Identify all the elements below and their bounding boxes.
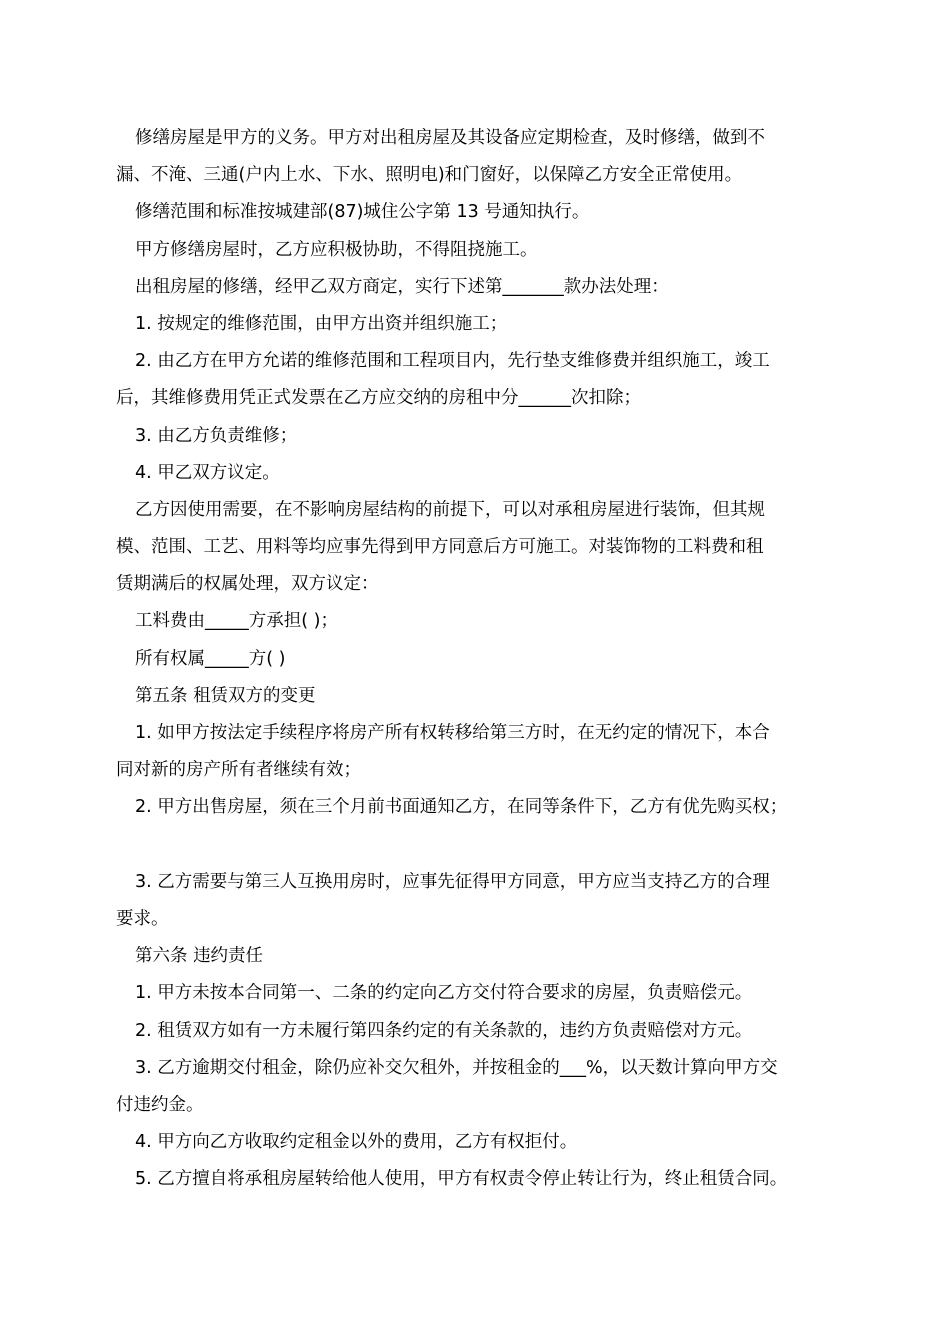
section-heading: 第五条 租赁双方的变更 bbox=[135, 685, 316, 706]
list-item: 4. 甲方向乙方收取约定租金以外的费用，乙方有权拒付。 bbox=[135, 1132, 578, 1153]
text-line: 漏、不淹、三通(户内上水、下水、照明电)和门窗好，以保障乙方安全正常使用。 bbox=[116, 165, 743, 186]
text-line: 要求。 bbox=[116, 908, 169, 929]
list-item: 1. 如甲方按法定手续程序将房产所有权转移给第三方时，在无约定的情况下，本合 bbox=[135, 723, 770, 743]
list-item: 3. 乙方需要与第三人互换用房时，应事先征得甲方同意，甲方应当支持乙方的合理 bbox=[135, 871, 770, 892]
list-item: 2. 租赁双方如有一方未履行第四条约定的有关条款的，违约方负责赔偿对方元。 bbox=[135, 1020, 753, 1041]
document-body bbox=[116, 120, 840, 1198]
list-item: 4. 甲乙双方议定。 bbox=[135, 462, 280, 483]
section-heading: 第六条 违约责任 bbox=[135, 946, 264, 967]
text-line: 修缮范围和标准按城建部(87)城住公字第 13 号通知执行。 bbox=[135, 202, 590, 223]
text-line: 同对新的房产所有者继续有效； bbox=[116, 760, 361, 781]
list-item: 1. 甲方未按本合同第一、二条的约定向乙方交付符合要求的房屋，负责赔偿元。 bbox=[135, 983, 753, 1004]
list-item: 3. 由乙方负责维修； bbox=[135, 425, 298, 446]
list-item: 5. 乙方擅自将承租房屋转给他人使用，甲方有权责令停止转让行为，终止租赁合同。 bbox=[135, 1169, 788, 1190]
list-item: 2. 甲方出售房屋，须在三个月前书面通知乙方，在同等条件下，乙方有优先购买权； bbox=[135, 797, 788, 818]
text-line: 甲方修缮房屋时，乙方应积极协助，不得阻挠施工。 bbox=[135, 239, 538, 260]
blank-line bbox=[116, 827, 840, 864]
list-item: 3. 乙方逾期交付租金，除仍应补交欠租外，并按租金的___%，以天数计算向甲方交 bbox=[135, 1057, 778, 1078]
text-line: 所有权属_____方( ) bbox=[135, 648, 286, 669]
list-item: 1. 按规定的维修范围，由甲方出资并组织施工； bbox=[135, 313, 508, 334]
text-line: 出租房屋的修缮，经甲乙双方商定，实行下述第_______款办法处理： bbox=[135, 276, 669, 297]
text-line: 修缮房屋是甲方的义务。甲方对出租房屋及其设备应定期检查，及时修缮，做到不 bbox=[135, 128, 765, 148]
text-line: 付违约金。 bbox=[116, 1094, 204, 1115]
text-line: 乙方因使用需要，在不影响房屋结构的前提下，可以对承租房屋进行装饰，但其规 bbox=[135, 499, 765, 520]
list-item: 2. 由乙方在甲方允诺的维修范围和工程项目内，先行垫支维修费并组织施工，竣工 bbox=[135, 351, 770, 372]
text-line: 赁期满后的权属处理，双方议定： bbox=[116, 574, 379, 595]
text-line: 工料费由_____方承担( )； bbox=[135, 611, 338, 632]
text-line: 模、范围、工艺、用料等均应事先得到甲方同意后方可施工。对装饰物的工料费和租 bbox=[116, 537, 764, 558]
text-line: 后，其维修费用凭正式发票在乙方应交纳的房租中分______次扣除； bbox=[116, 388, 641, 409]
